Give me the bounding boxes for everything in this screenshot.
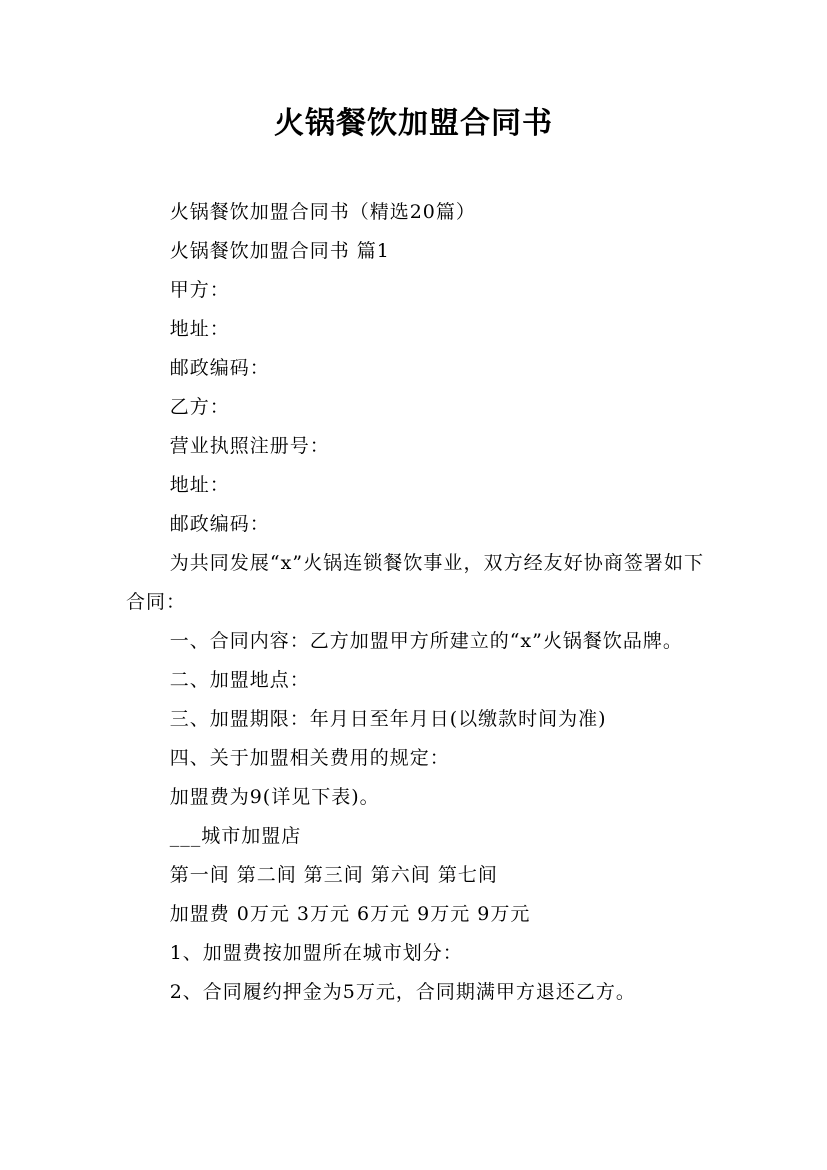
paragraph-postcode-a: 邮政编码： [169, 357, 270, 379]
paragraph-clause-1: 一、合同内容：乙方加盟甲方所建立的“x”火锅餐饮品牌。 [169, 630, 683, 652]
paragraph-item-1: 1、加盟费按加盟所在城市划分： [169, 942, 463, 964]
paragraph-preamble: 为共同发展“x”火锅连锁餐饮事业，双方经友好协商签署如下合同： [126, 552, 704, 613]
paragraph-fee-note: 加盟费为9(详见下表)。 [169, 786, 380, 808]
paragraph-license-number: 营业执照注册号： [169, 435, 330, 457]
paragraph-subtitle: 火锅餐饮加盟合同书（精选20篇） [169, 201, 476, 223]
document-body [126, 193, 704, 1012]
paragraph-party-a: 甲方： [169, 279, 230, 301]
paragraph-clause-2: 二、加盟地点： [169, 669, 310, 691]
paragraph-store-order-row: 第一间 第二间 第三间 第六间 第七间 [169, 864, 498, 886]
paragraph-postcode-b: 邮政编码： [169, 513, 270, 535]
paragraph-item-2: 2、合同履约押金为5万元，合同期满甲方退还乙方。 [169, 981, 636, 1003]
paragraph-clause-4: 四、关于加盟相关费用的规定： [169, 747, 450, 769]
paragraph-section-heading: 火锅餐饮加盟合同书 篇1 [169, 240, 390, 262]
paragraph-clause-3: 三、加盟期限：年月日至年月日(以缴款时间为准) [169, 708, 607, 730]
paragraph-party-b: 乙方： [169, 396, 230, 418]
document-title: 火锅餐饮加盟合同书 [274, 106, 553, 141]
paragraph-address-b: 地址： [169, 474, 230, 496]
paragraph-city-store: ___城市加盟店 [169, 825, 302, 847]
paragraph-fee-row: 加盟费 0万元 3万元 6万元 9万元 9万元 [169, 903, 531, 925]
paragraph-address-a: 地址： [169, 318, 230, 340]
